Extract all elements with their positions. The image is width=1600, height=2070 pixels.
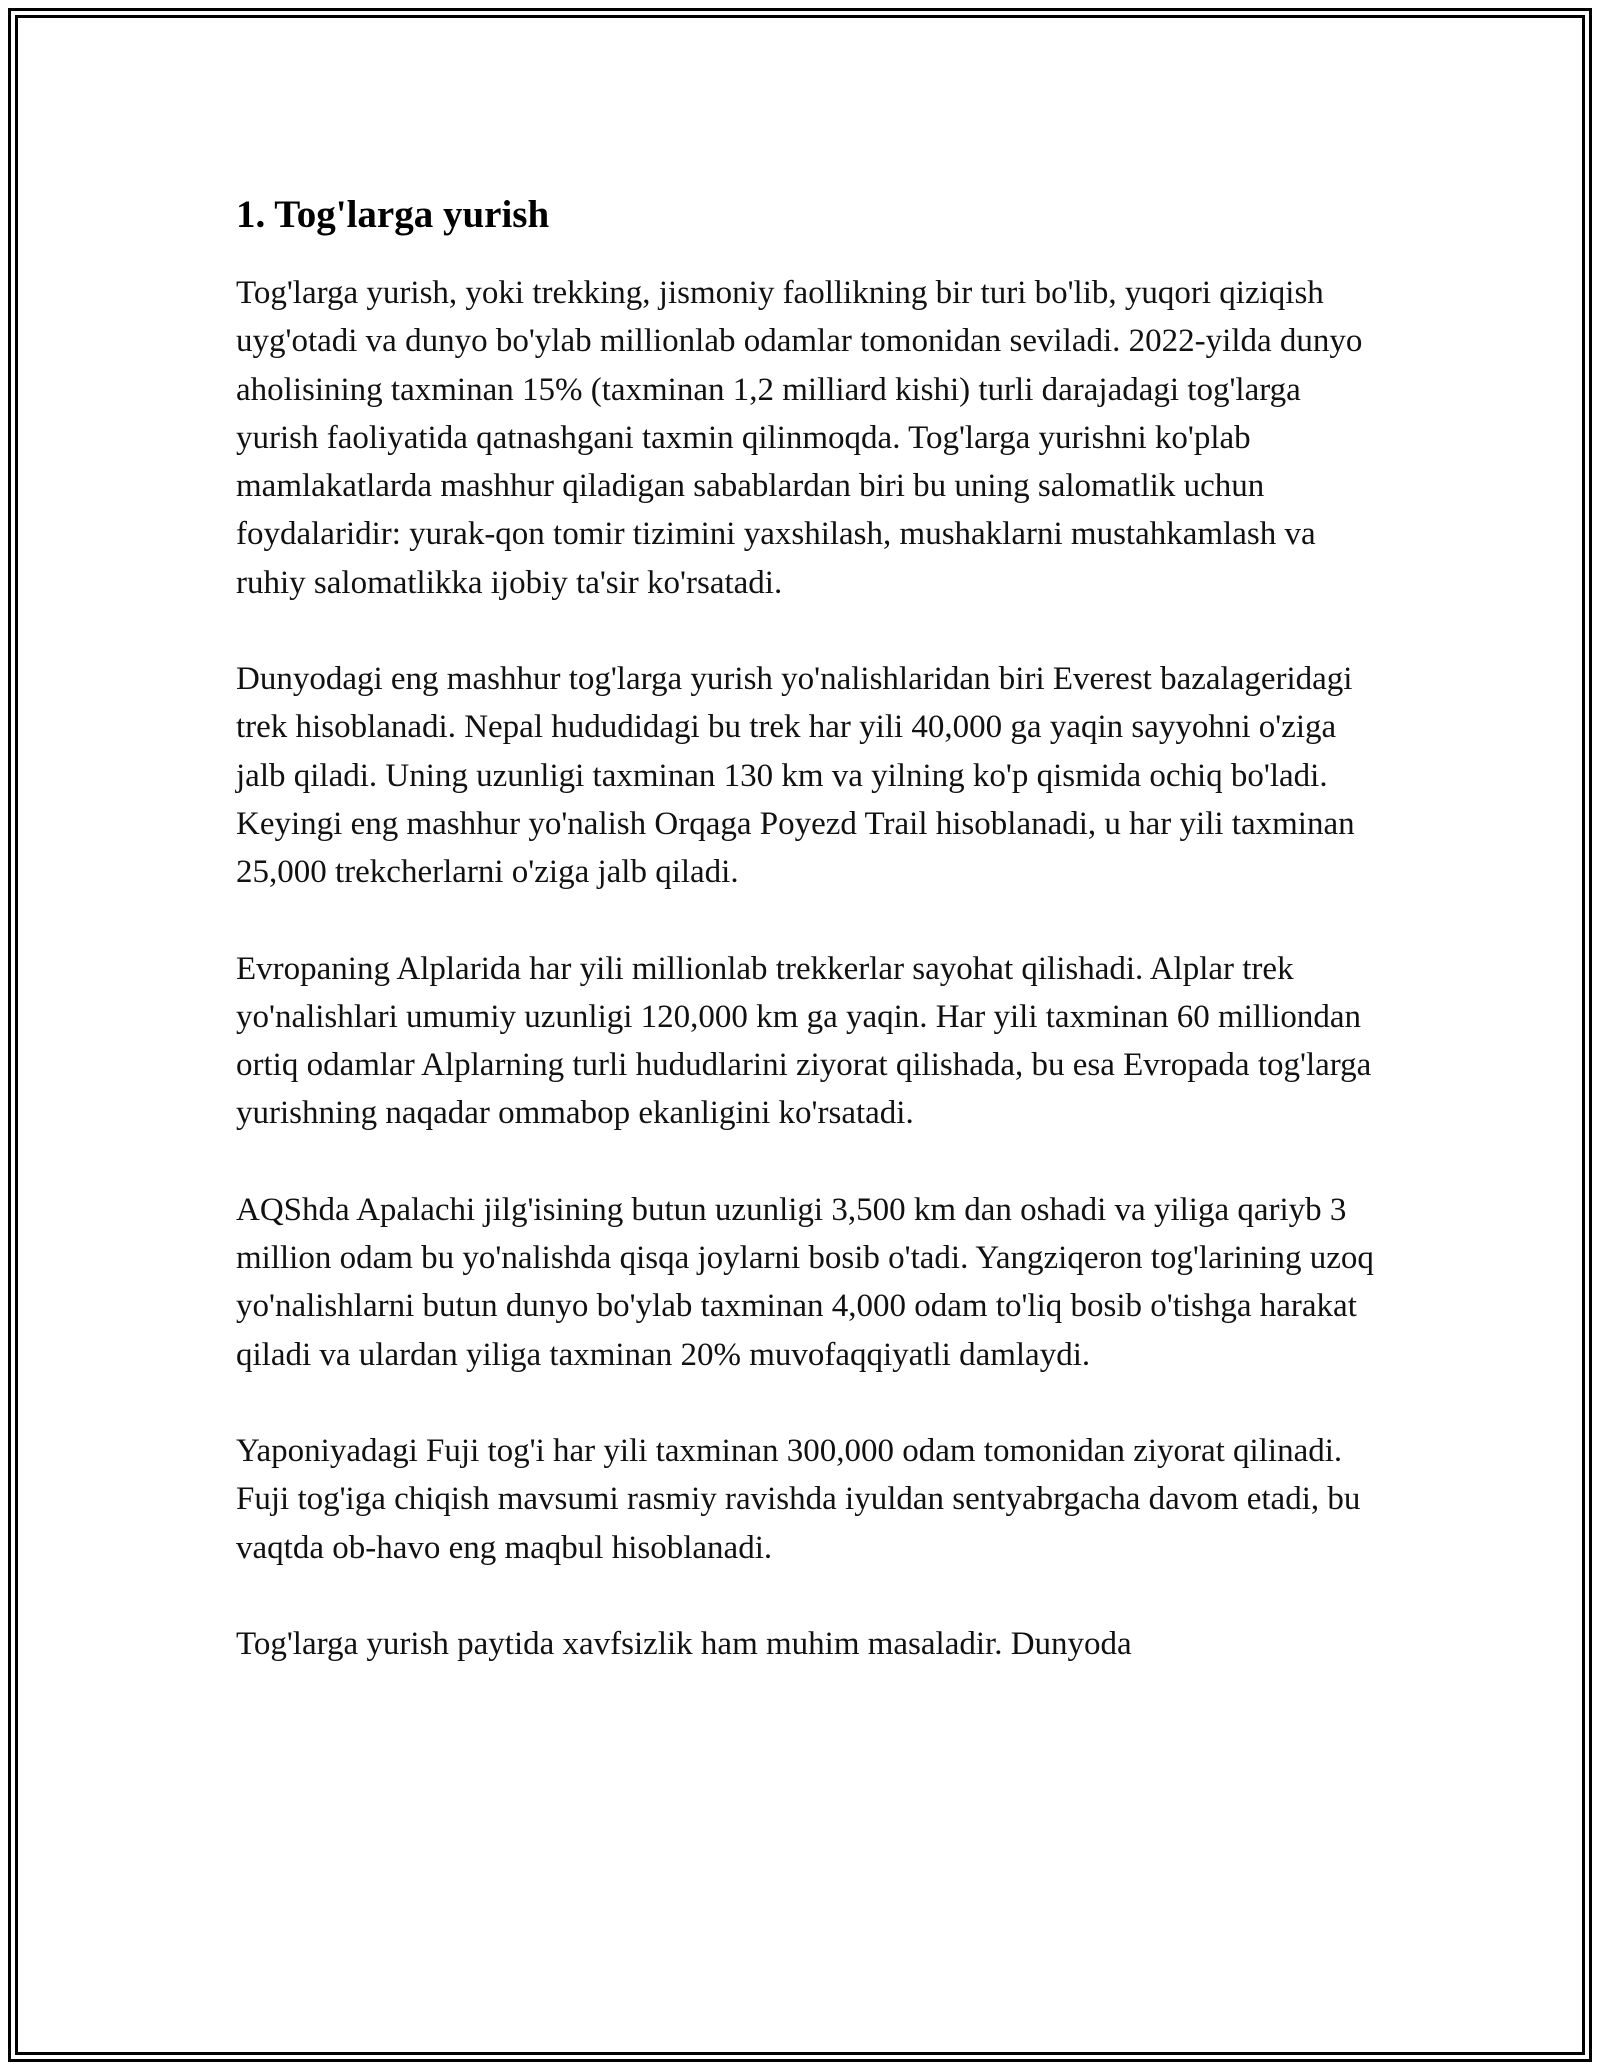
paragraph-intro: Tog'larga yurish, yoki trekking, jismoniy faollikning bir turi bo'lib, yuqori qiziqish uyg'otadi va dunyo bo'ylab millionlab odamlar tomonidan seviladi. 2022-yilda dunyo aholisining taxminan 15% (taxminan 1,2 milliard kishi) turli darajadagi tog'larga yurish faoliyatida qatnashgani taxmin qilinmoqda. Tog'larga yurishni ko'plab mamlakatlarda mashhur qiladigan sabablardan biri bu uning salomatlik uchun foydalaridir: yurak-qon tomir tizimini yaxshilash, mushaklarni mustahkamlash va ruhiy salomatlikka ijobiy ta'sir ko'rsatadi. <box>236 275 1363 601</box>
paragraph-safety: Tog'larga yurish paytida xavfsizlik ham muhim masaladir. Dunyoda <box>236 1625 1132 1662</box>
section-heading: 1. Tog'larga yurish <box>236 193 550 236</box>
paragraph-everest: Dunyodagi eng mashhur tog'larga yurish yo'nalishlaridan biri Everest bazalageridagi trek hisoblanadi. Nepal hududidagi bu trek har yili 40,000 ga yaqin sayyohni o'ziga jalb qiladi. Uning uzunligi taxminan 130 km va yilning ko'p qismida ochiq bo'ladi. Keyingi eng mashhur yo'nalish Orqaga Poyezd Trail hisoblanadi, u har yili taxminan 25,000 trekcherlarni o'ziga jalb qiladi. <box>236 661 1355 891</box>
paragraph-alps: Evropaning Alplarida har yili millionlab trekkerlar sayohat qilishadi. Alplar trek yo'nalishlari umumiy uzunligi 120,000 km ga yaqin. Har yili taxminan 60 milliondan ortiq odamlar Alplarning turli hududlarini ziyorat qilishada, bu esa Evropada tog'larga yurishning naqadar ommabop ekanligini ko'rsatadi. <box>236 950 1372 1132</box>
document-body <box>236 185 1376 1716</box>
paragraph-usa: AQShda Apalachi jilg'isining butun uzunligi 3,500 km dan oshadi va yiliga qariyb 3 million odam bu yo'nalishda qisqa joylarni bosib o'tadi. Yangziqeron tog'larining uzoq yo'nalishlarni butun dunyo bo'ylab taxminan 4,000 odam to'liq bosib o'tishga harakat qiladi va ulardan yiliga taxminan 20% muvofaqqiyatli damlaydi. <box>236 1191 1374 1373</box>
paragraph-fuji: Yaponiyadagi Fuji tog'i har yili taxminan 300,000 odam tomonidan ziyorat qilinadi. Fuji tog'iga chiqish mavsumi rasmiy ravishda iyuldan sentyabrgacha davom etadi, bu vaqtda ob-havo eng maqbul hisoblanadi. <box>236 1432 1361 1566</box>
